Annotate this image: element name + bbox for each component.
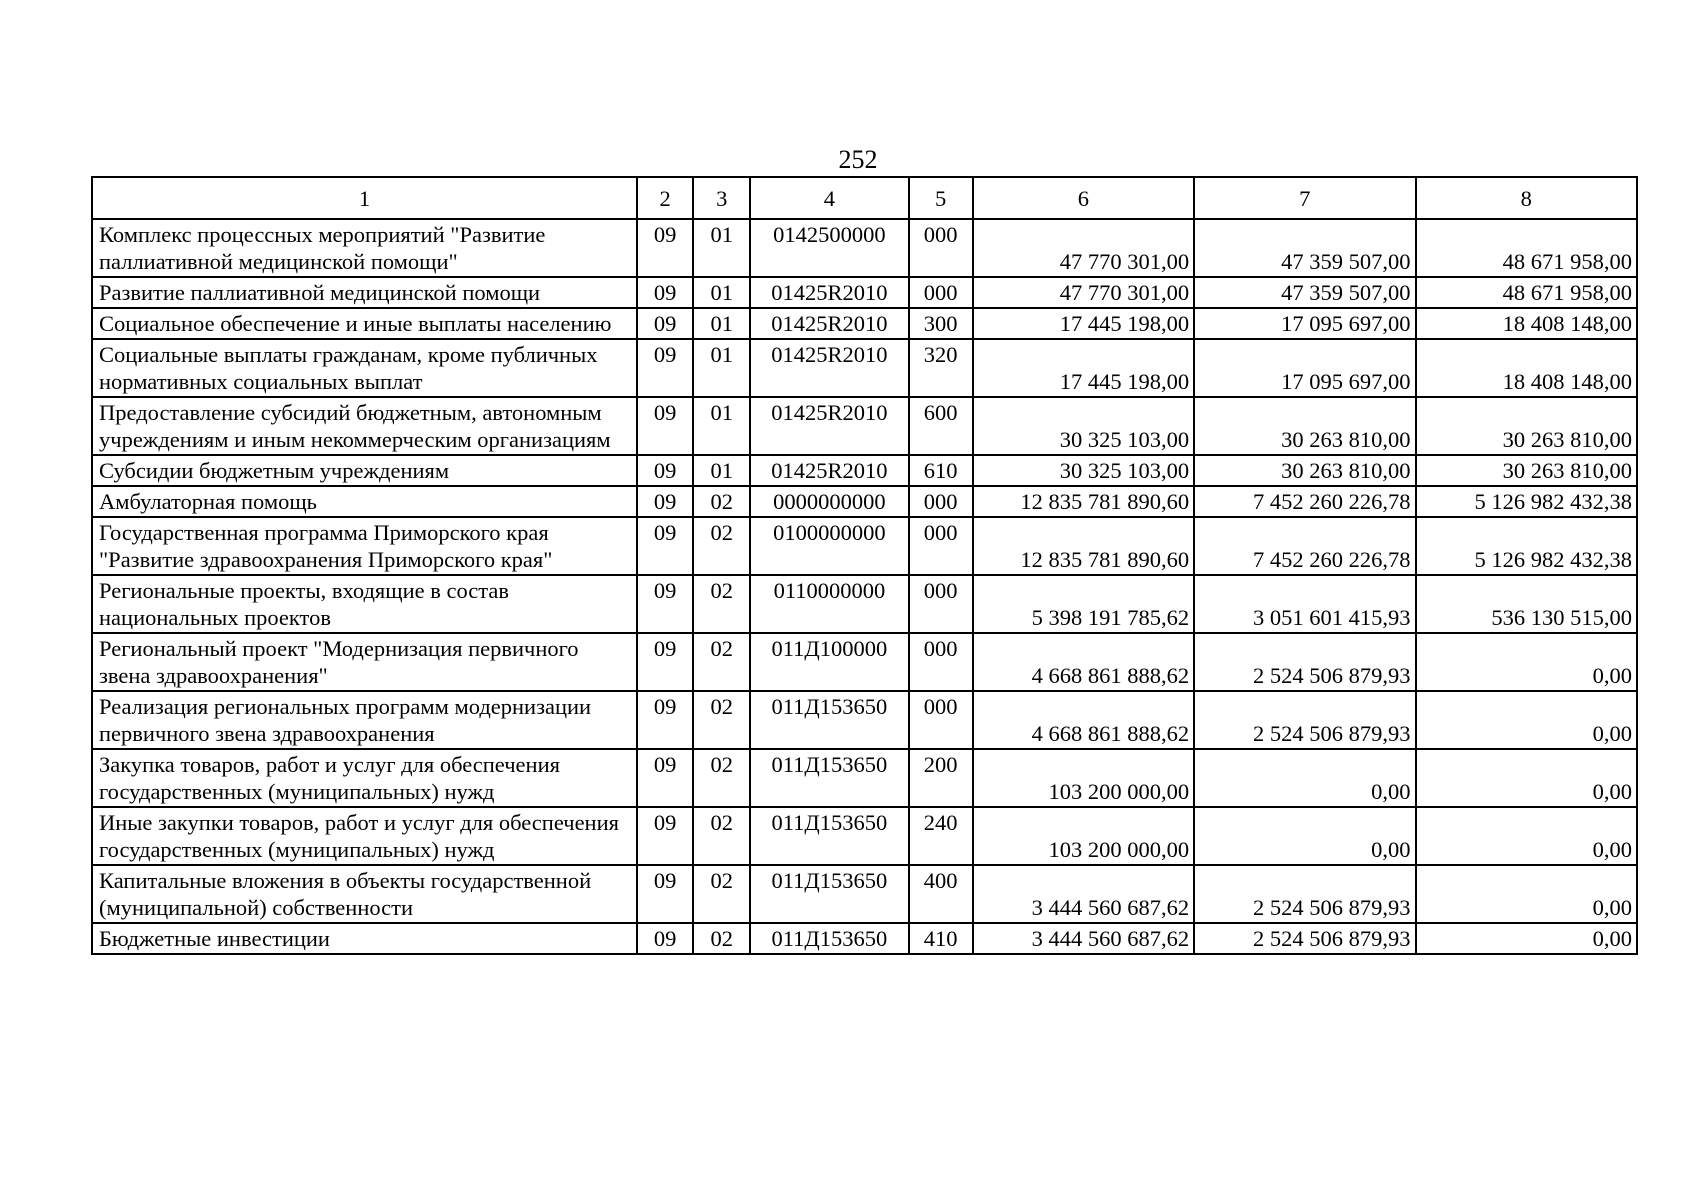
- target-article-code: 011Д153650: [750, 691, 908, 749]
- row-name: Субсидии бюджетным учреждениям: [92, 455, 637, 486]
- section-code: 09: [637, 277, 693, 308]
- column-header: 5: [909, 177, 973, 219]
- subsection-code: 02: [693, 486, 750, 517]
- subsection-code: 02: [693, 865, 750, 923]
- table-header-row: [92, 177, 1637, 219]
- amount-col7: 3 051 601 415,93: [1194, 575, 1415, 633]
- amount-col7: 30 263 810,00: [1194, 455, 1415, 486]
- section-code: 09: [637, 691, 693, 749]
- section-code: 09: [637, 339, 693, 397]
- target-article-code: 011Д100000: [750, 633, 908, 691]
- amount-col7: 47 359 507,00: [1194, 219, 1415, 277]
- table-row: [92, 517, 1637, 575]
- subsection-code: 02: [693, 749, 750, 807]
- subsection-code: 02: [693, 807, 750, 865]
- subsection-code: 02: [693, 517, 750, 575]
- amount-col8: 0,00: [1416, 865, 1638, 923]
- column-header: 7: [1194, 177, 1415, 219]
- subsection-code: 01: [693, 308, 750, 339]
- table-row: [92, 277, 1637, 308]
- expense-type-code: 320: [909, 339, 973, 397]
- subsection-code: 01: [693, 219, 750, 277]
- row-name: Реализация региональных программ модернизации первичного звена здравоохранения: [92, 691, 637, 749]
- amount-col6: 12 835 781 890,60: [973, 486, 1194, 517]
- expense-type-code: 240: [909, 807, 973, 865]
- amount-col6: 17 445 198,00: [973, 308, 1194, 339]
- amount-col6: 17 445 198,00: [973, 339, 1194, 397]
- amount-col7: 2 524 506 879,93: [1194, 633, 1415, 691]
- amount-col7: 17 095 697,00: [1194, 308, 1415, 339]
- table-row: [92, 691, 1637, 749]
- subsection-code: 01: [693, 339, 750, 397]
- amount-col8: 5 126 982 432,38: [1416, 486, 1638, 517]
- row-name: Закупка товаров, работ и услуг для обеспечения государственных (муниципальных) нужд: [92, 749, 637, 807]
- expense-type-code: 610: [909, 455, 973, 486]
- subsection-code: 02: [693, 633, 750, 691]
- row-name: Развитие паллиативной медицинской помощи: [92, 277, 637, 308]
- amount-col7: 2 524 506 879,93: [1194, 691, 1415, 749]
- amount-col6: 5 398 191 785,62: [973, 575, 1194, 633]
- table-row: [92, 749, 1637, 807]
- subsection-code: 02: [693, 923, 750, 954]
- amount-col6: 12 835 781 890,60: [973, 517, 1194, 575]
- subsection-code: 02: [693, 691, 750, 749]
- amount-col7: 47 359 507,00: [1194, 277, 1415, 308]
- amount-col7: 30 263 810,00: [1194, 397, 1415, 455]
- target-article-code: 01425R2010: [750, 339, 908, 397]
- amount-col8: 30 263 810,00: [1416, 455, 1638, 486]
- table-row: [92, 455, 1637, 486]
- row-name: Социальные выплаты гражданам, кроме публичных нормативных социальных выплат: [92, 339, 637, 397]
- expense-type-code: 000: [909, 517, 973, 575]
- budget-table: [91, 176, 1638, 955]
- row-name: Комплекс процессных мероприятий "Развитие паллиативной медицинской помощи": [92, 219, 637, 277]
- column-header: 3: [693, 177, 750, 219]
- section-code: 09: [637, 865, 693, 923]
- amount-col7: 0,00: [1194, 807, 1415, 865]
- expense-type-code: 000: [909, 633, 973, 691]
- row-name: Амбулаторная помощь: [92, 486, 637, 517]
- expense-type-code: 000: [909, 277, 973, 308]
- table-row: [92, 219, 1637, 277]
- section-code: 09: [637, 575, 693, 633]
- row-name: Социальное обеспечение и иные выплаты населению: [92, 308, 637, 339]
- expense-type-code: 000: [909, 486, 973, 517]
- section-code: 09: [637, 486, 693, 517]
- target-article-code: 011Д153650: [750, 749, 908, 807]
- amount-col8: 5 126 982 432,38: [1416, 517, 1638, 575]
- amount-col7: 2 524 506 879,93: [1194, 923, 1415, 954]
- section-code: 09: [637, 923, 693, 954]
- amount-col6: 103 200 000,00: [973, 807, 1194, 865]
- subsection-code: 01: [693, 277, 750, 308]
- expense-type-code: 000: [909, 691, 973, 749]
- amount-col8: 0,00: [1416, 807, 1638, 865]
- row-name: Иные закупки товаров, работ и услуг для обеспечения государственных (муниципальных) нужд: [92, 807, 637, 865]
- page-number: 252: [838, 145, 878, 174]
- table-row: [92, 339, 1637, 397]
- target-article-code: 011Д153650: [750, 807, 908, 865]
- target-article-code: 01425R2010: [750, 455, 908, 486]
- row-name: Государственная программа Приморского края "Развитие здравоохранения Приморского края": [92, 517, 637, 575]
- row-name: Бюджетные инвестиции: [92, 923, 637, 954]
- row-name: Предоставление субсидий бюджетным, автономным учреждениям и иным некоммерческим организациям: [92, 397, 637, 455]
- column-header: 4: [750, 177, 908, 219]
- expense-type-code: 200: [909, 749, 973, 807]
- subsection-code: 01: [693, 455, 750, 486]
- section-code: 09: [637, 219, 693, 277]
- section-code: 09: [637, 633, 693, 691]
- target-article-code: 0110000000: [750, 575, 908, 633]
- column-header: 8: [1416, 177, 1638, 219]
- amount-col8: 0,00: [1416, 633, 1638, 691]
- row-name: Капитальные вложения в объекты государственной (муниципальной) собственности: [92, 865, 637, 923]
- section-code: 09: [637, 517, 693, 575]
- expense-type-code: 410: [909, 923, 973, 954]
- amount-col8: 18 408 148,00: [1416, 308, 1638, 339]
- expense-type-code: 300: [909, 308, 973, 339]
- amount-col7: 7 452 260 226,78: [1194, 486, 1415, 517]
- table-row: [92, 865, 1637, 923]
- expense-type-code: 400: [909, 865, 973, 923]
- target-article-code: 0100000000: [750, 517, 908, 575]
- amount-col7: 17 095 697,00: [1194, 339, 1415, 397]
- target-article-code: 0000000000: [750, 486, 908, 517]
- section-code: 09: [637, 397, 693, 455]
- table-row: [92, 807, 1637, 865]
- section-code: 09: [637, 749, 693, 807]
- amount-col6: 3 444 560 687,62: [973, 865, 1194, 923]
- table-row: [92, 397, 1637, 455]
- row-name: Региональный проект "Модернизация первичного звена здравоохранения": [92, 633, 637, 691]
- amount-col6: 47 770 301,00: [973, 277, 1194, 308]
- amount-col8: 0,00: [1416, 749, 1638, 807]
- amount-col8: 18 408 148,00: [1416, 339, 1638, 397]
- amount-col8: 48 671 958,00: [1416, 219, 1638, 277]
- amount-col7: 2 524 506 879,93: [1194, 865, 1415, 923]
- target-article-code: 0142500000: [750, 219, 908, 277]
- subsection-code: 01: [693, 397, 750, 455]
- target-article-code: 01425R2010: [750, 397, 908, 455]
- section-code: 09: [637, 455, 693, 486]
- column-header: 6: [973, 177, 1194, 219]
- target-article-code: 01425R2010: [750, 277, 908, 308]
- amount-col6: 3 444 560 687,62: [973, 923, 1194, 954]
- table-row: [92, 575, 1637, 633]
- target-article-code: 01425R2010: [750, 308, 908, 339]
- amount-col6: 47 770 301,00: [973, 219, 1194, 277]
- row-name: Региональные проекты, входящие в состав национальных проектов: [92, 575, 637, 633]
- expense-type-code: 600: [909, 397, 973, 455]
- section-code: 09: [637, 308, 693, 339]
- expense-type-code: 000: [909, 219, 973, 277]
- subsection-code: 02: [693, 575, 750, 633]
- table-row: [92, 486, 1637, 517]
- amount-col7: 7 452 260 226,78: [1194, 517, 1415, 575]
- table-row: [92, 923, 1637, 954]
- amount-col6: 30 325 103,00: [973, 455, 1194, 486]
- amount-col6: 4 668 861 888,62: [973, 633, 1194, 691]
- amount-col6: 103 200 000,00: [973, 749, 1194, 807]
- amount-col8: 0,00: [1416, 923, 1638, 954]
- column-header: 1: [92, 177, 637, 219]
- amount-col8: 48 671 958,00: [1416, 277, 1638, 308]
- amount-col6: 30 325 103,00: [973, 397, 1194, 455]
- table-row: [92, 633, 1637, 691]
- table-row: [92, 308, 1637, 339]
- target-article-code: 011Д153650: [750, 865, 908, 923]
- column-header: 2: [637, 177, 693, 219]
- amount-col8: 0,00: [1416, 691, 1638, 749]
- amount-col6: 4 668 861 888,62: [973, 691, 1194, 749]
- amount-col8: 536 130 515,00: [1416, 575, 1638, 633]
- section-code: 09: [637, 807, 693, 865]
- amount-col7: 0,00: [1194, 749, 1415, 807]
- expense-type-code: 000: [909, 575, 973, 633]
- amount-col8: 30 263 810,00: [1416, 397, 1638, 455]
- target-article-code: 011Д153650: [750, 923, 908, 954]
